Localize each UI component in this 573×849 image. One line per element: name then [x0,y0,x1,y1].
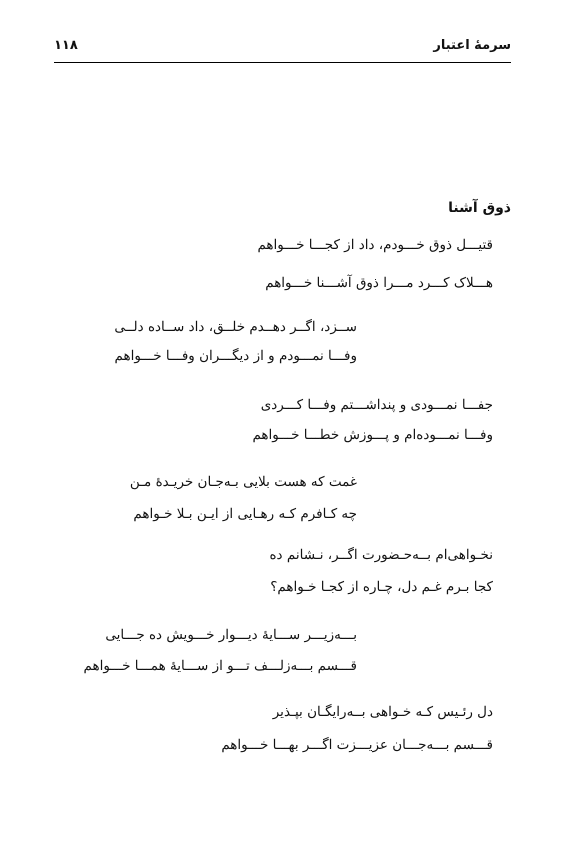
verse-line: قتیـــل ذوق خـــودم، داد از کجـــا خـــواهم [257,237,493,253]
verse-line: بـــه‌زیـــر ســـایهٔ دیـــوار خـــویش ده جـــایی [105,627,357,643]
verse-line: چه کـافرم کـه رهـایی از ایـن بـلا خـواهم [133,506,357,522]
verse-line: نخـواهی‌ام بــه‌حـضورت اگــر، نـشانم ده [269,547,493,563]
page-number: ۱۱۸ [54,38,78,53]
verse-line: قـــسم بـــه‌زلـــف تـــو از ســـایهٔ همـــا خـــواهم [83,658,357,674]
verse-line: جفـــا نمـــودی و پنداشـــتم وفـــا کـــردی [260,397,493,413]
running-head [54,34,511,63]
poem-title: ذوق آشنا [448,200,511,216]
verse-line: هـــلاک کـــرد مـــرا ذوق آشـــنا خـــواهم [265,275,493,291]
verse-line: کجا بـرم غـم دل، چـاره از کجـا خـواهم؟ [270,579,493,595]
verse-line: وفـــا نمـــوده‌ام و پـــوزش خطـــا خـــواهم [252,427,493,443]
book-title: سرمهٔ اعتبار [433,38,511,53]
verse-line: دل رئـیس کـه خـواهی بــه‌رایگـان بپـذیر [272,704,493,720]
verse-line: ســزد، اگــر دهــدم خلــق، داد ســاده دلــی [114,319,357,335]
verse-line: غمت که هست بلایی بـه‌جـان خریـدهٔ مـن [129,474,357,490]
verse-line: وفـــا نمـــودم و از دیگـــران وفـــا خـــواهم [114,348,357,364]
verse-line: قـــسم بـــه‌جـــان عزیـــزت اگـــر بهـــا خـــواهم [221,737,493,753]
